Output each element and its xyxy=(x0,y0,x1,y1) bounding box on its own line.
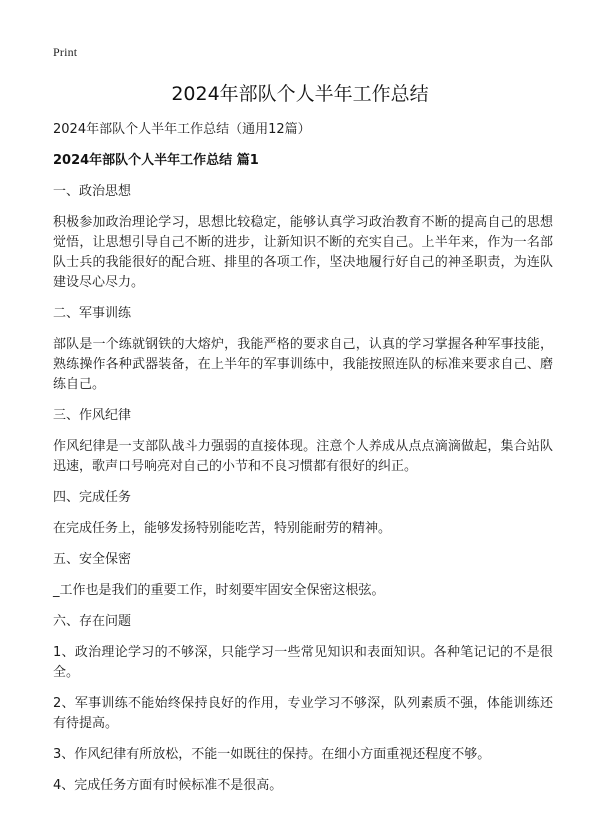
heading-military-training: 二、军事训练 xyxy=(53,306,132,321)
heading-discipline: 三、作风纪律 xyxy=(53,408,132,423)
heading-political-thought: 一、政治思想 xyxy=(53,184,132,199)
document-body xyxy=(53,120,553,807)
document-title: 2024年部队个人半年工作总结 xyxy=(171,83,429,105)
problem-item-2: 2、军事训练不能始终保持良好的作用，专业学习不够深，队列素质不强，体能训练还有待提高。 xyxy=(53,696,553,731)
document-subtitle: 2024年部队个人半年工作总结（通用12篇） xyxy=(53,122,311,137)
problem-item-3: 3、作风纪律有所放松，不能一如既往的保持。在细小方面重视还程度不够。 xyxy=(53,747,491,762)
problem-item-1: 1、政治理论学习的不够深，只能学习一些常见知识和表面知识。各种笔记记的不是很全。 xyxy=(53,645,553,680)
paragraph-security: _工作也是我们的重要工作，时刻要牢固安全保密这根弦。 xyxy=(53,583,385,598)
heading-task-completion: 四、完成任务 xyxy=(53,490,132,505)
problem-item-4: 4、完成任务方面有时候标准不是很高。 xyxy=(53,778,283,793)
paragraph-political-thought: 积极参加政治理论学习，思想比较稳定，能够认真学习政治教育不断的提高自己的思想觉悟，让思想引导自己不断的进步，让新知识不断的充实自己。上半年来，作为一名部队士兵的我能很好的配合班、排里的各项工作，坚决地履行好自己的神圣职责，为连队建设尽心尽力。 xyxy=(53,215,553,290)
paragraph-military-training: 部队是一个练就钢铁的大熔炉，我能严格的要求自己，认真的学习掌握各种军事技能，熟练操作各种武器装备，在上半年的军事训练中，我能按照连队的标准来要求自己、磨练自己。 xyxy=(53,337,553,392)
print-label: Print xyxy=(53,45,78,59)
heading-problems: 六、存在问题 xyxy=(53,614,132,629)
section-title: 2024年部队个人半年工作总结 篇1 xyxy=(53,153,259,168)
paragraph-discipline: 作风纪律是一支部队战斗力强弱的直接体现。注意个人养成从点点滴滴做起，集合站队迅速，歌声口号响亮对自己的小节和不良习惯都有很好的纠正。 xyxy=(53,439,553,474)
heading-security: 五、安全保密 xyxy=(53,552,132,567)
paragraph-task-completion: 在完成任务上，能够发扬特别能吃苦，特别能耐劳的精神。 xyxy=(53,521,392,536)
